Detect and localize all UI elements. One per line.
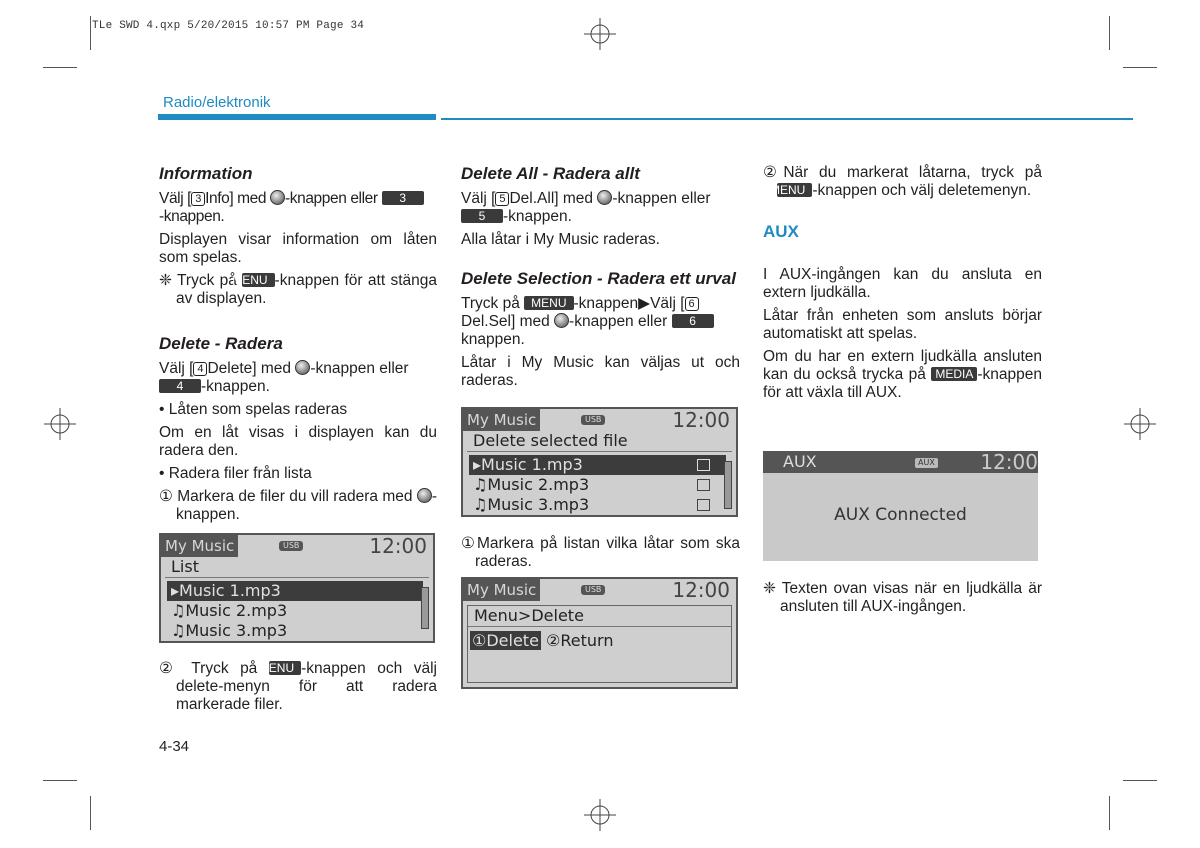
delete-selection-instruction: Tryck på MENU -knappen▶Välj [ 6 Del.Sel] med -knappen eller 6 knappen.: [461, 295, 740, 349]
delete-option-selected: ①Delete: [472, 631, 539, 650]
delete-instruction: Välj [ 4 Delete] med -knappen eller 4 -knappen.: [159, 360, 409, 395]
print-slug: TLe SWD 4.qxp 5/20/2015 10:57 PM Page 34: [92, 20, 365, 32]
delete-bullet-list: • Radera filer från lista: [159, 465, 312, 482]
column-1: [159, 164, 437, 524]
column-2: [461, 164, 740, 395]
screen-app-title: My Music: [463, 579, 540, 601]
aux-heading: AUX: [763, 222, 799, 241]
column-3: [763, 164, 1042, 407]
display-screen-menu-delete: [461, 577, 738, 689]
crop-mark: [90, 16, 91, 50]
delete-heading: Delete - Radera: [159, 334, 283, 353]
tune-knob-icon: [554, 313, 569, 328]
screen-clock: 12:00: [980, 451, 1038, 474]
tune-knob-icon: [597, 190, 612, 205]
delete-selection-step-2: ②När du markerat låtarna, tryck på MENU -knappen och välj deletemenyn.: [763, 164, 1042, 199]
information-note: ❈ Tryck på MENU -knappen för att stänga av displayen.: [159, 272, 437, 307]
preset-6-button: 6: [672, 314, 714, 328]
screen-row-selected: ▸Music 1.mp3: [469, 455, 726, 475]
delete-bullet-current: • Låten som spelas raderas: [159, 401, 348, 418]
music-note-icon: ♫: [473, 475, 488, 494]
screen-clock: 12:00: [672, 408, 730, 432]
column-3-after-screen: [763, 580, 1042, 616]
registration-mark-icon: [1124, 408, 1156, 440]
screen-heading: Delete selected file: [473, 431, 628, 450]
registration-mark-icon: [584, 18, 616, 50]
delete-all-instruction: Välj [ 5 Del.All] med -knappen eller 5 -knappen.: [461, 190, 711, 225]
screen-row: ♫Music 3.mp3: [171, 621, 288, 640]
screen-clock: 12:00: [369, 534, 427, 558]
crop-mark: [90, 796, 91, 830]
delete-description: Om en låt visas i displayen kan du radera den.: [159, 424, 437, 459]
aux-note: ❈ Texten ovan visas när en ljudkälla är ansluten till AUX-ingången.: [763, 580, 1042, 615]
preset-3-button: 3: [382, 191, 424, 205]
menu-button: MENU: [269, 661, 301, 675]
page-number: 4-34: [159, 738, 190, 755]
crop-mark: [1123, 67, 1157, 68]
column-2-after-screen: [461, 535, 740, 571]
circled-number: 5: [495, 192, 509, 206]
checkbox-icon: [697, 459, 710, 471]
usb-badge: USB: [581, 585, 605, 595]
screen-row: ♫Music 3.mp3: [463, 495, 736, 515]
screen-scrollbar: [724, 461, 732, 509]
crop-mark: [1109, 796, 1110, 830]
screen-app-title: My Music: [161, 535, 238, 557]
screen-row: ♫Music 2.mp3: [463, 475, 736, 495]
menu-button: MENU: [242, 273, 274, 287]
tune-knob-icon: [417, 488, 432, 503]
arrow-right-icon: ▶: [638, 295, 651, 312]
aux-connected-message: AUX Connected: [834, 505, 967, 525]
delete-step-2: ② Tryck på MENU -knappen och välj delete-menyn för att radera markerade filer.: [159, 660, 437, 713]
column-1-after-screen: [159, 660, 437, 714]
aux-description-3: Om du har en extern ljudkälla ansluten kan du också trycka på MEDIA -knappen för att växla till AUX.: [763, 348, 1042, 401]
delete-step-1: ① Markera de filer du vill radera med -knappen.: [159, 488, 437, 523]
menu-button: MENU: [777, 183, 812, 197]
crop-mark: [43, 780, 77, 781]
display-screen-aux: [763, 451, 1038, 561]
delete-selection-heading: Delete Selection - Radera ett urval: [461, 269, 736, 288]
tune-knob-icon: [295, 360, 310, 375]
aux-description-2: Låtar från enheten som ansluts börjar automatiskt att spelas.: [763, 307, 1042, 342]
delete-all-description: Alla låtar i My Music raderas.: [461, 231, 660, 248]
header-rule-thin: [441, 118, 1133, 120]
screen-heading: List: [171, 557, 199, 576]
usb-badge: USB: [581, 415, 605, 425]
preset-4-button: 4: [159, 379, 201, 393]
crop-mark: [43, 67, 77, 68]
circled-number: 4: [193, 362, 207, 376]
music-note-icon: ♫: [171, 621, 186, 640]
return-option: ②Return: [546, 631, 614, 650]
aux-description-1: I AUX-ingången kan du ansluta en extern ljudkälla.: [763, 266, 1042, 301]
section-header: Radio/elektronik: [163, 94, 271, 111]
registration-mark-icon: [44, 408, 76, 440]
screen-clock: 12:00: [672, 578, 730, 602]
usb-badge: USB: [279, 541, 303, 551]
circled-number: 3: [191, 192, 205, 206]
checkbox-icon: [697, 479, 710, 491]
crop-mark: [1109, 16, 1110, 50]
aux-badge: AUX: [915, 458, 938, 468]
screen-app-title: My Music: [463, 409, 540, 431]
screen-scrollbar: [421, 587, 429, 629]
crop-mark: [1123, 780, 1157, 781]
music-note-icon: ♫: [473, 495, 488, 514]
screen-app-title: AUX: [783, 452, 817, 471]
information-description: Displayen visar information om låten som spelas.: [159, 231, 437, 266]
media-button: MEDIA: [931, 367, 977, 381]
header-rule-thick: [158, 114, 436, 120]
delete-selection-description: Låtar i My Music kan väljas ut och raderas.: [461, 354, 740, 389]
circled-number: 6: [685, 297, 699, 311]
screen-row: ♫Music 2.mp3: [171, 601, 288, 620]
registration-mark-icon: [584, 799, 616, 831]
display-screen-list: [159, 533, 435, 643]
music-note-icon: ♫: [171, 601, 186, 620]
menu-button: MENU: [524, 296, 573, 310]
delete-all-heading: Delete All - Radera allt: [461, 164, 640, 183]
preset-5-button: 5: [461, 209, 503, 223]
information-heading: Information: [159, 164, 253, 183]
display-screen-delete-selected: [461, 407, 738, 517]
screen-heading: Menu>Delete: [474, 606, 584, 625]
delete-selection-step-1: ①Markera på listan vilka låtar som ska raderas.: [461, 535, 740, 570]
tune-knob-icon: [270, 190, 285, 205]
checkbox-icon: [697, 499, 710, 511]
information-instruction: Välj [ 3 Info] med -knappen eller 3 -knappen.: [159, 190, 437, 226]
screen-row-selected: ▸Music 1.mp3: [167, 581, 423, 601]
